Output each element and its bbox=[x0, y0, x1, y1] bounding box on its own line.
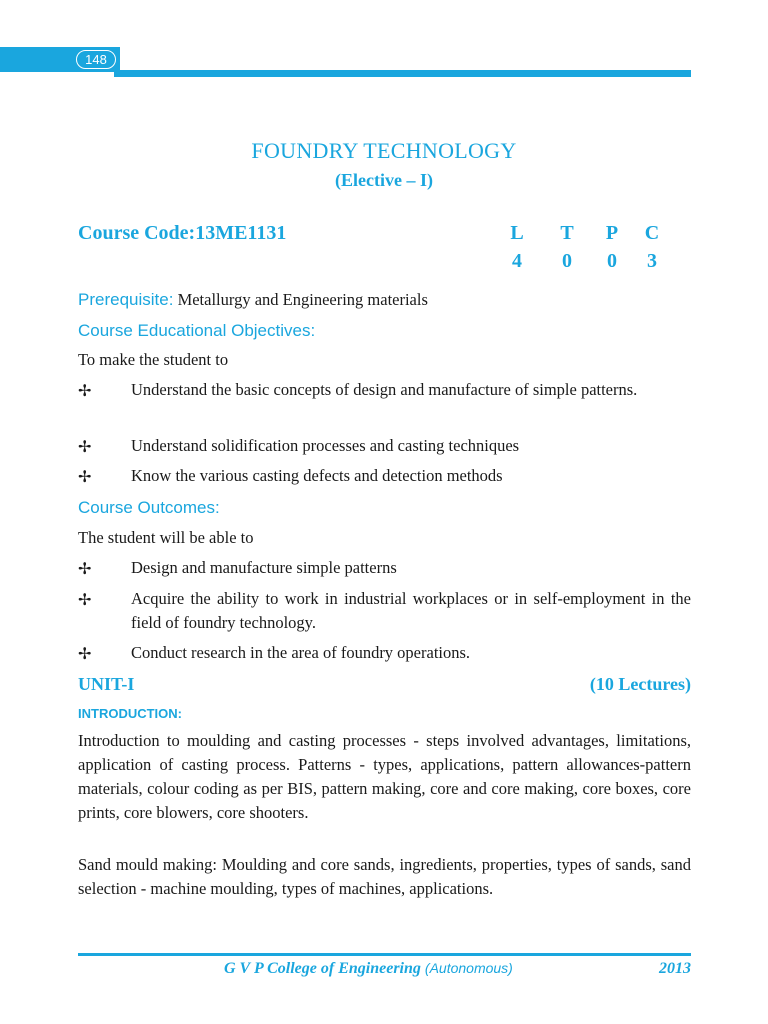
outcome-item: Design and manufacture simple patterns bbox=[131, 558, 397, 577]
four-club-cross-icon: ✢ bbox=[78, 561, 92, 578]
objective-item: Understand solidification processes and casting techniques bbox=[131, 436, 520, 455]
four-club-cross-icon: ✢ bbox=[78, 383, 92, 400]
objectives-intro: To make the student to bbox=[78, 350, 229, 369]
prerequisite-text: Metallurgy and Engineering materials bbox=[173, 290, 428, 309]
four-club-cross-icon: ✢ bbox=[78, 439, 92, 456]
prerequisite bbox=[78, 288, 428, 312]
four-club-cross-icon: ✢ bbox=[78, 592, 92, 609]
footer-rule bbox=[78, 953, 691, 956]
ltpc-header-t: T bbox=[560, 222, 574, 244]
four-club-cross-icon: ✢ bbox=[78, 646, 92, 663]
unit-title: UNIT-I bbox=[78, 674, 135, 694]
four-club-cross-icon: ✢ bbox=[78, 469, 92, 486]
prerequisite-label: Prerequisite: bbox=[78, 290, 174, 309]
outcome-item: Conduct research in the area of foundry operations. bbox=[131, 643, 471, 662]
ltpc-value-c: 3 bbox=[647, 250, 657, 272]
footer-year: 2013 bbox=[659, 960, 691, 977]
footer-college-name: G V P College of Engineering bbox=[224, 960, 421, 977]
unit-lectures: (10 Lectures) bbox=[589, 674, 691, 694]
page-number: 148 bbox=[76, 50, 116, 69]
page-title: FOUNDRY TECHNOLOGY bbox=[251, 138, 517, 163]
outcomes-heading: Course Outcomes: bbox=[78, 498, 220, 517]
footer-college bbox=[224, 960, 513, 978]
ltpc-header-c: C bbox=[644, 222, 660, 244]
course-code: Course Code:13ME1131 bbox=[78, 222, 287, 244]
ltpc-header-l: L bbox=[510, 222, 524, 244]
outcome-item: Acquire the ability to work in industrial workplaces or in self-employment in the field of foundry technology. bbox=[131, 589, 691, 632]
objective-item: Understand the basic concepts of design and manufacture of simple patterns. bbox=[131, 380, 638, 399]
unit-paragraph: Sand mould making: Moulding and core sands, ingredients, properties, types of sands, sand selection - machine moulding, types of machines, applications. bbox=[78, 855, 691, 898]
footer-autonomous: (Autonomous) bbox=[424, 960, 513, 976]
unit-paragraph: Introduction to moulding and casting processes - steps involved advantages, limitations, application of casting process. Patterns - types, applications, pattern allowances-pattern materials, colour coding as per BIS, pattern making, core and core making, core boxes, core prints, core blowers, core shooters. bbox=[78, 731, 691, 822]
outcomes-intro: The student will be able to bbox=[78, 528, 254, 547]
unit-subheading: INTRODUCTION: bbox=[78, 706, 182, 721]
objectives-heading: Course Educational Objectives: bbox=[78, 321, 316, 340]
header-rule bbox=[114, 70, 691, 77]
ltpc-value-t: 0 bbox=[562, 250, 572, 272]
ltpc-value-p: 0 bbox=[607, 250, 617, 272]
objective-item: Know the various casting defects and detection methods bbox=[131, 466, 503, 485]
ltpc-header-p: P bbox=[605, 222, 619, 244]
page-subtitle: (Elective – I) bbox=[335, 170, 433, 190]
ltpc-value-l: 4 bbox=[512, 250, 522, 272]
